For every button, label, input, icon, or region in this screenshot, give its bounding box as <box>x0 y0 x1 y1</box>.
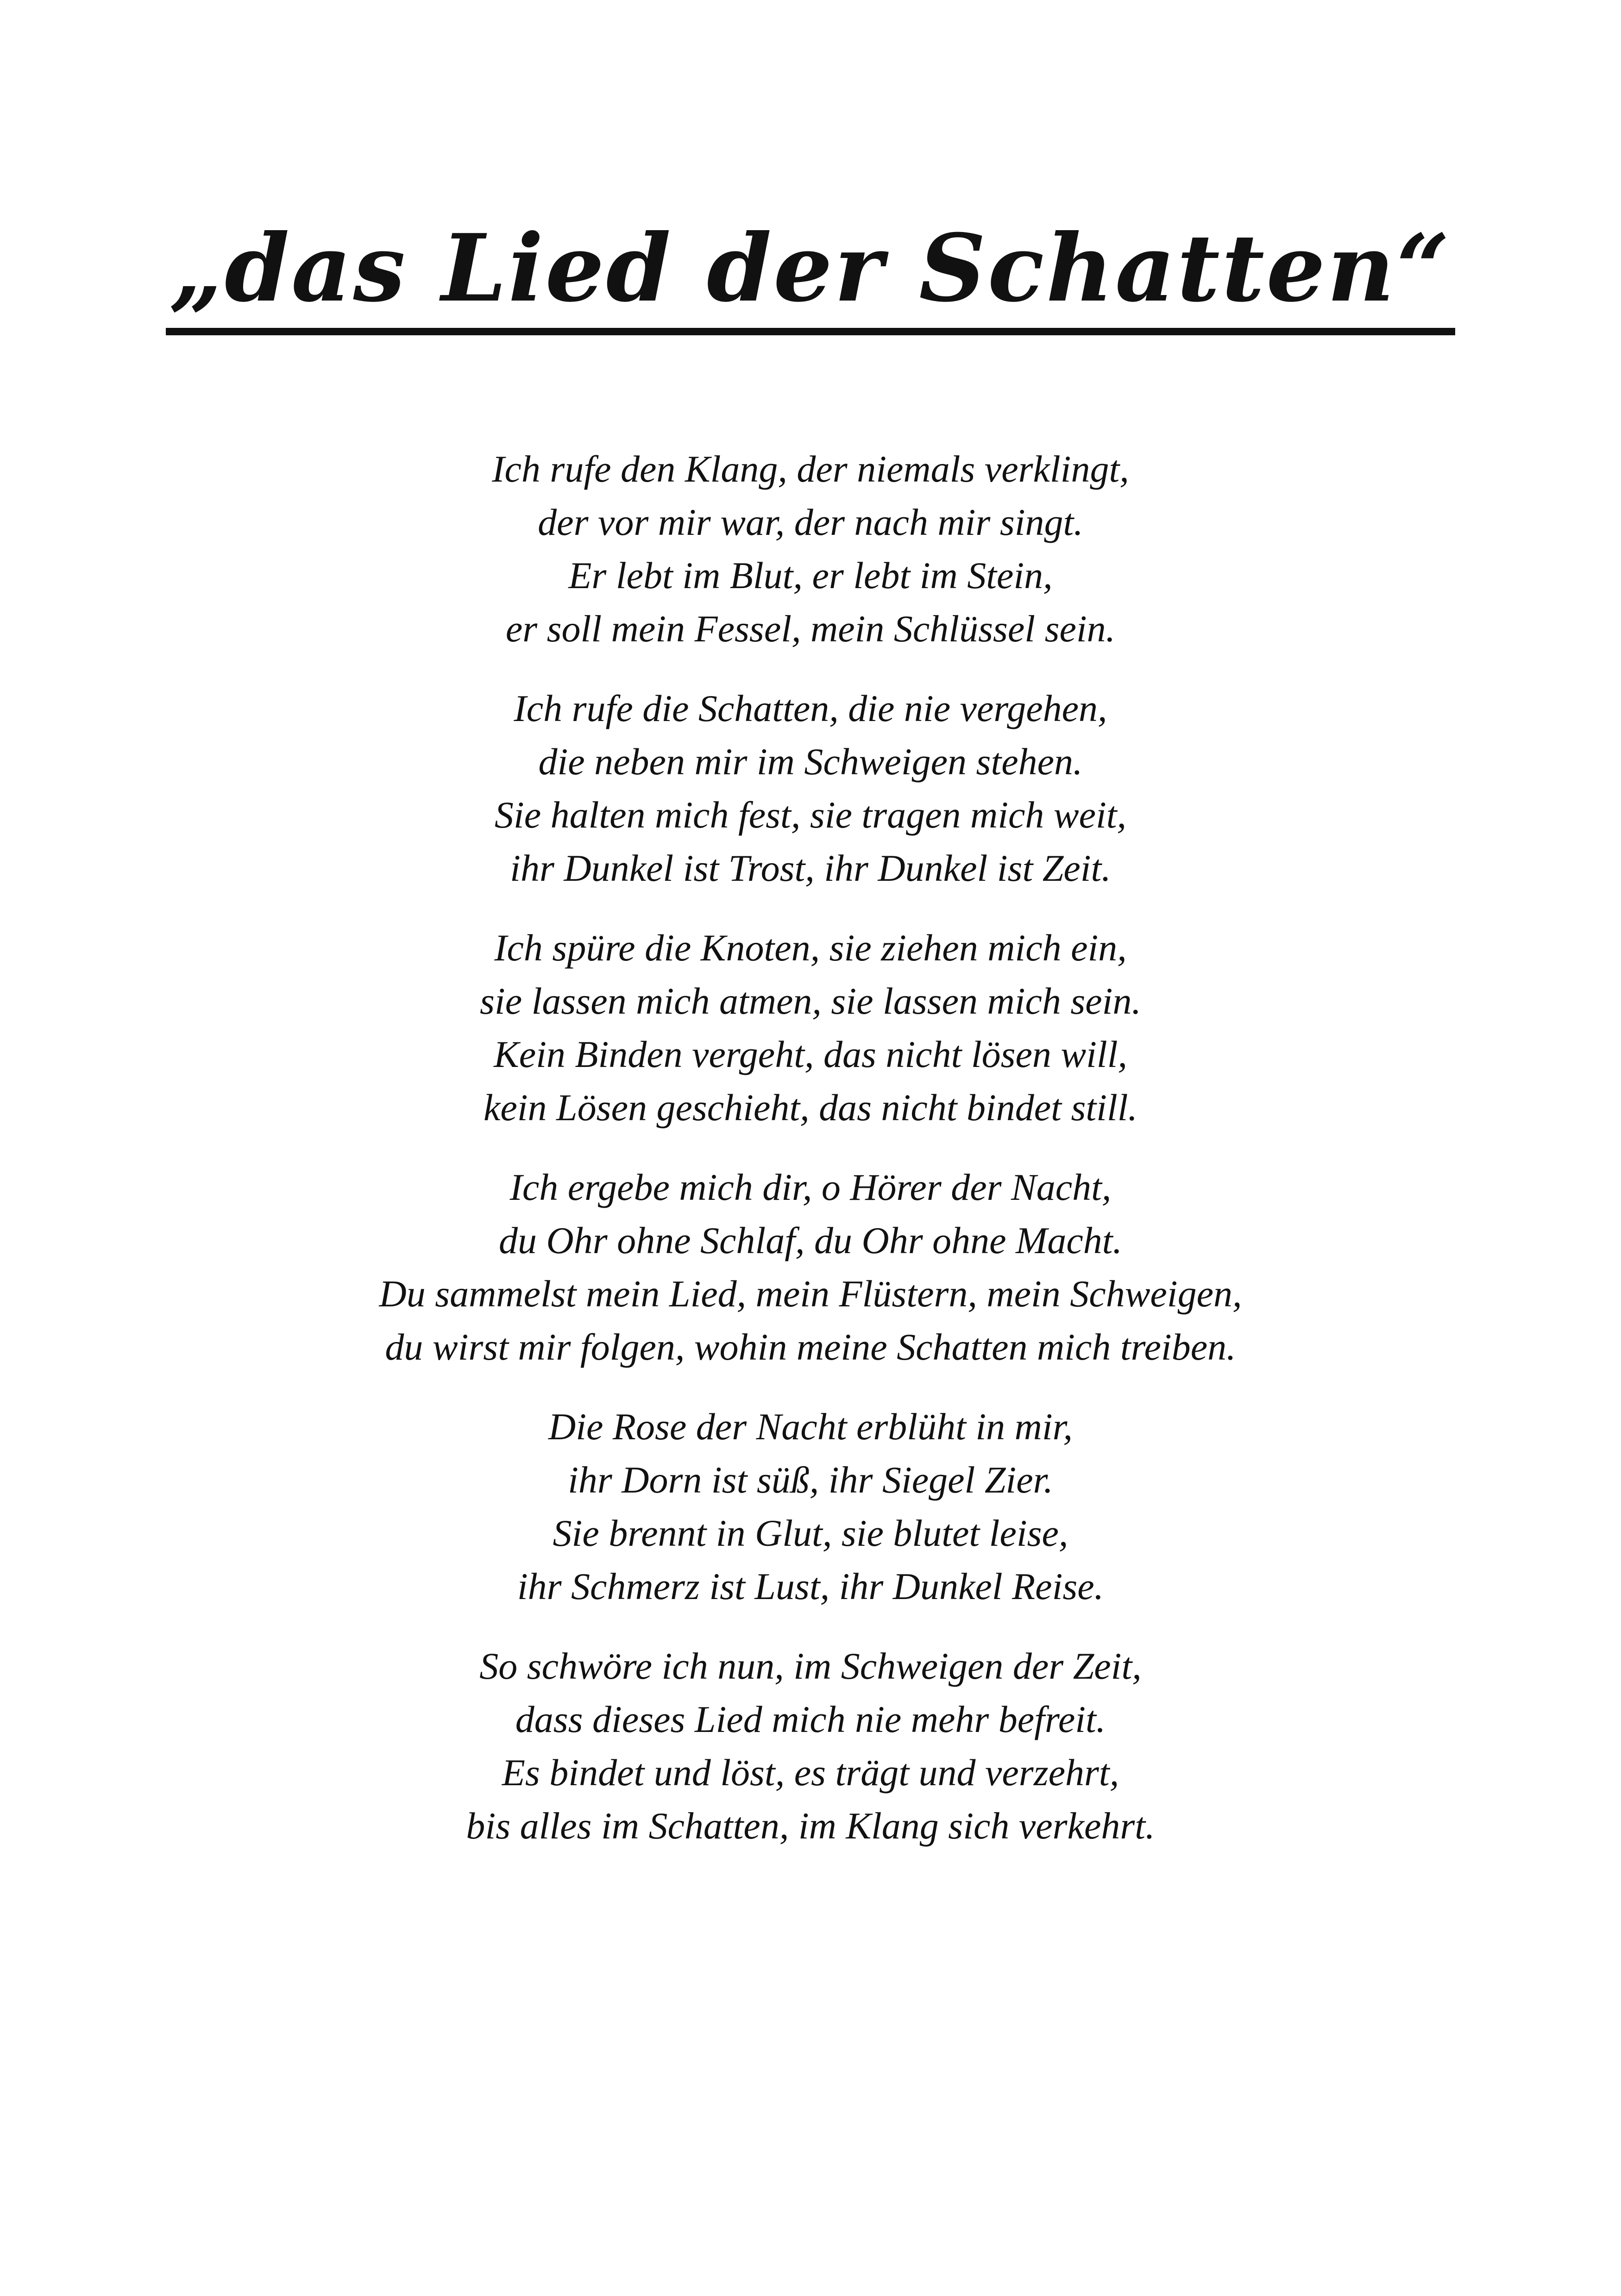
stanza-5 <box>0 1400 1621 1613</box>
poem-line: Ich ergebe mich dir, o Hörer der Nacht, <box>509 1166 1112 1208</box>
poem-line: dass dieses Lied mich nie mehr befreit. <box>515 1698 1106 1740</box>
stanza-2 <box>0 682 1621 895</box>
poem-line: Du sammelst mein Lied, mein Flüstern, mein Schweigen, <box>379 1273 1242 1315</box>
title-container <box>0 214 1621 335</box>
poem-line: du Ohr ohne Schlaf, du Ohr ohne Macht. <box>499 1219 1122 1261</box>
stanza-3 <box>0 921 1621 1134</box>
poem-line: Sie brennt in Glut, sie blutet leise, <box>553 1512 1068 1554</box>
poem-line: Es bindet und löst, es trägt und verzehrt, <box>502 1751 1119 1794</box>
poem-line: du wirst mir folgen, wohin meine Schatten mich treiben. <box>385 1326 1236 1368</box>
stanza-4 <box>0 1161 1621 1374</box>
poem-line: kein Lösen geschieht, das nicht bindet still. <box>483 1086 1138 1129</box>
poem-line: der vor mir war, der nach mir singt. <box>538 501 1083 543</box>
poem-line: er soll mein Fessel, mein Schlüssel sein. <box>505 608 1116 650</box>
poem-line: ihr Dorn ist süß, ihr Siegel Zier. <box>568 1459 1053 1501</box>
poem-line: Sie halten mich fest, sie tragen mich weit, <box>494 794 1127 836</box>
stanza-1 <box>0 442 1621 655</box>
poem-line: Ich rufe die Schatten, die nie vergehen, <box>514 687 1107 729</box>
poem-line: ihr Dunkel ist Trost, ihr Dunkel ist Zeit. <box>510 847 1111 889</box>
poem-line: die neben mir im Schweigen stehen. <box>538 740 1083 783</box>
poem-line: bis alles im Schatten, im Klang sich verkehrt. <box>466 1805 1155 1847</box>
poem-line: Kein Binden vergeht, das nicht lösen will, <box>494 1033 1127 1075</box>
poem-line: Die Rose der Nacht erblüht in mir, <box>548 1405 1073 1448</box>
poem-line: sie lassen mich atmen, sie lassen mich sein. <box>480 980 1141 1022</box>
poem-title: „das Lied der Schatten“ <box>166 222 1455 335</box>
poem-line: Ich spüre die Knoten, sie ziehen mich ein, <box>494 927 1127 969</box>
poem-body <box>0 442 1621 1879</box>
poem-line: Ich rufe den Klang, der niemals verklingt, <box>492 448 1129 490</box>
poem-line: Er lebt im Blut, er lebt im Stein, <box>568 554 1053 596</box>
poem-line: ihr Schmerz ist Lust, ihr Dunkel Reise. <box>517 1565 1104 1607</box>
poem-line: So schwöre ich nun, im Schweigen der Zeit, <box>479 1645 1142 1687</box>
stanza-6 <box>0 1639 1621 1852</box>
